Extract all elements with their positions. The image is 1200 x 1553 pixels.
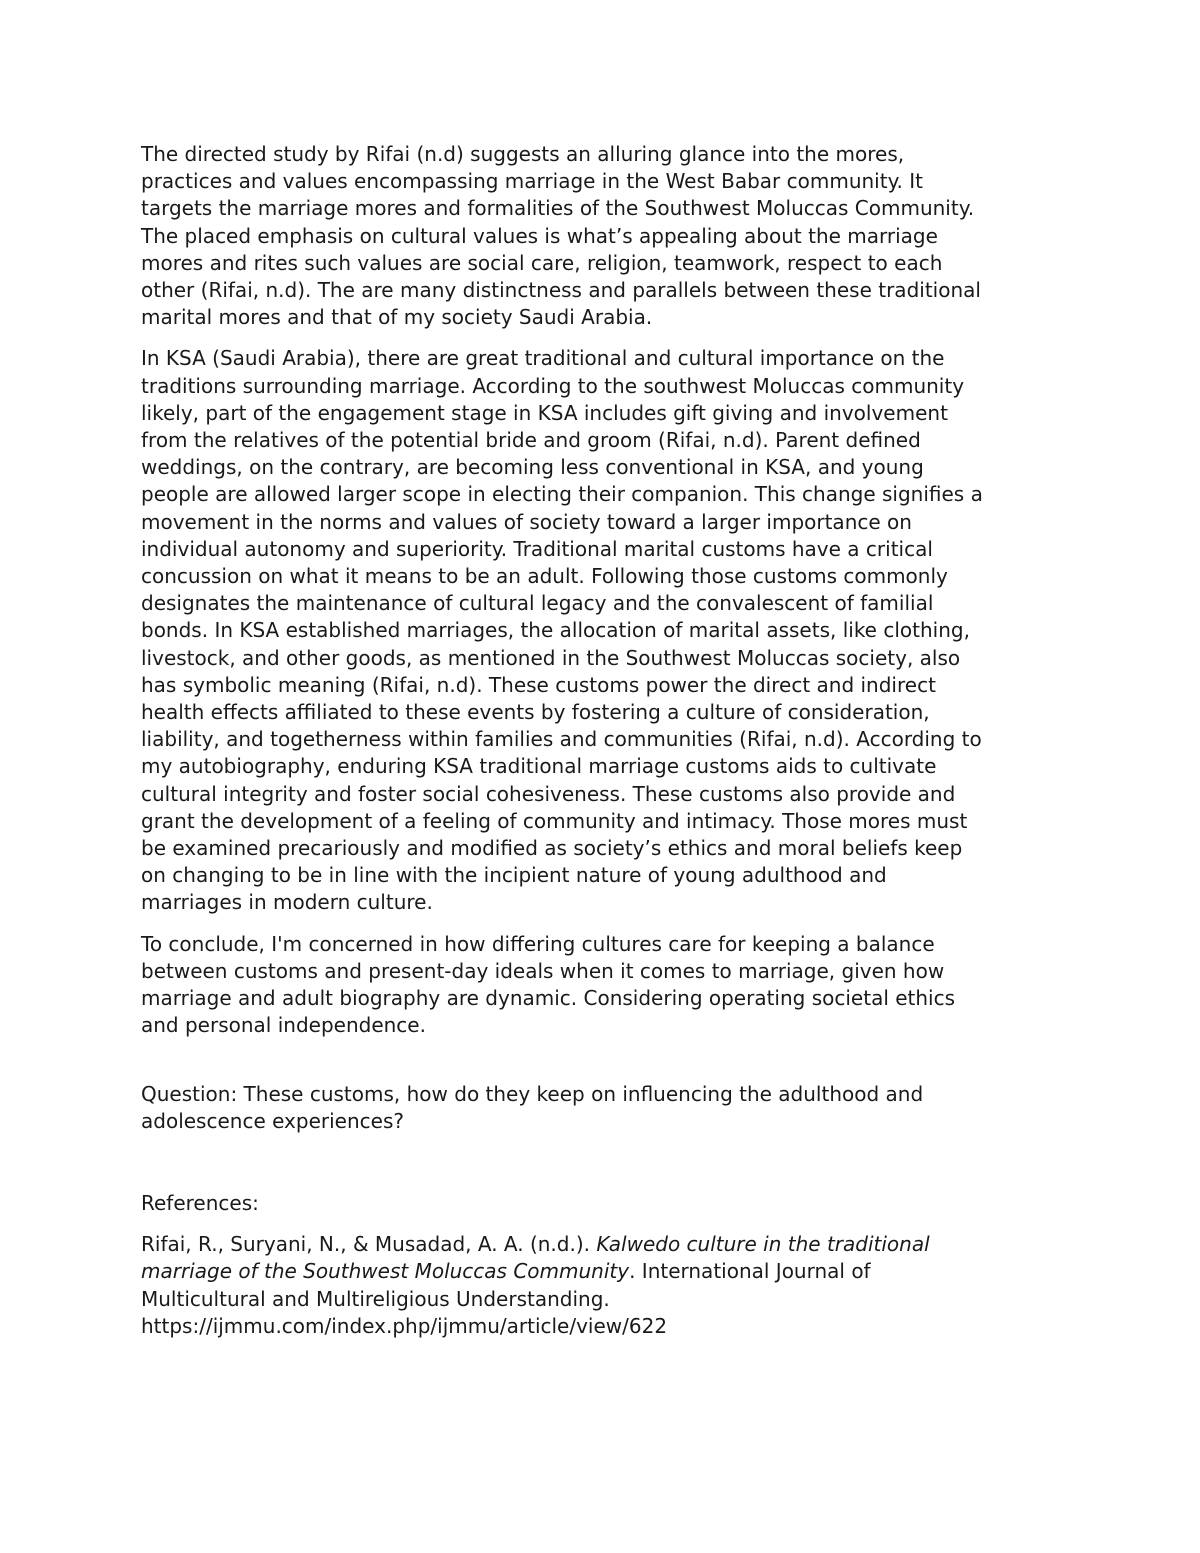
text-line: my autobiography, enduring KSA traditional marriage customs aids to cultivate bbox=[141, 754, 937, 779]
text-line: from the relatives of the potential bride and groom (Rifai, n.d). Parent defined bbox=[141, 428, 921, 453]
text-line: targets the marriage mores and formalities of the Southwest Moluccas Community. bbox=[141, 196, 975, 221]
text-line: marriages in modern culture. bbox=[141, 890, 433, 915]
text-line: The directed study by Rifai (n.d) suggests an alluring glance into the mores, bbox=[141, 142, 905, 166]
reference-authors: Rifai, R., Suryani, N., & Musadad, A. A. (n.d.). bbox=[141, 1232, 597, 1257]
text-line: health effects affiliated to these events by fostering a culture of consideration, bbox=[141, 700, 930, 725]
text-line: Question: These customs, how do they keep on influencing the adulthood and bbox=[141, 1081, 924, 1106]
reference-url[interactable]: https://ijmmu.com/index.php/ijmmu/article/view/622 bbox=[141, 1313, 668, 1338]
text-line bbox=[141, 1231, 1059, 1258]
document-page bbox=[141, 141, 1059, 1354]
text-line: between customs and present-day ideals when it comes to marriage, given how bbox=[141, 958, 945, 983]
text-line: marital mores and that of my society Saudi Arabia. bbox=[141, 305, 653, 330]
reference-entry bbox=[141, 1231, 1059, 1340]
blank-space bbox=[141, 1054, 1059, 1081]
reference-journal: . International Journal of bbox=[629, 1259, 871, 1284]
question-paragraph bbox=[141, 1081, 1059, 1135]
text-line: In KSA (Saudi Arabia), there are great traditional and cultural importance on the bbox=[141, 346, 945, 371]
text-line: mores and rites such values are social care, religion, teamwork, respect to each bbox=[141, 250, 943, 275]
text-line: grant the development of a feeling of community and intimacy. Those mores must bbox=[141, 808, 968, 833]
paragraph-1 bbox=[141, 141, 1059, 331]
text-line: weddings, on the contrary, are becoming less conventional in KSA, and young bbox=[141, 455, 924, 480]
text-line: cultural integrity and foster social cohesiveness. These customs also provide and bbox=[141, 781, 956, 806]
reference-title: Kalwedo culture in the traditional bbox=[596, 1232, 930, 1257]
text-line: adolescence experiences? bbox=[141, 1108, 404, 1133]
paragraph-2 bbox=[141, 345, 1059, 916]
text-line: marriage and adult biography are dynamic. Considering operating societal ethics bbox=[141, 986, 956, 1011]
reference-title: marriage of the Southwest Moluccas Community bbox=[141, 1259, 630, 1284]
text-line: individual autonomy and superiority. Traditional marital customs have a critical bbox=[141, 536, 933, 561]
text-line: people are allowed larger scope in electing their companion. This change signifies a bbox=[141, 482, 983, 507]
blank-space bbox=[141, 1149, 1059, 1190]
text-line: The placed emphasis on cultural values is what’s appealing about the marriage bbox=[141, 223, 938, 248]
text-line: liability, and togetherness within families and communities (Rifai, n.d). According to bbox=[141, 727, 982, 752]
text-line: likely, part of the engagement stage in KSA includes gift giving and involvement bbox=[141, 400, 948, 425]
text-line: movement in the norms and values of society toward a larger importance on bbox=[141, 509, 912, 534]
text-line bbox=[141, 1258, 1059, 1285]
text-line: on changing to be in line with the incipient nature of young adulthood and bbox=[141, 863, 887, 888]
text-line: has symbolic meaning (Rifai, n.d). These customs power the direct and indirect bbox=[141, 672, 936, 697]
text-line: other (Rifai, n.d). The are many distinctness and parallels between these traditional bbox=[141, 278, 981, 303]
text-line: traditions surrounding marriage. According to the southwest Moluccas community bbox=[141, 373, 965, 398]
text-line: and personal independence. bbox=[141, 1013, 426, 1038]
text-line: Multicultural and Multireligious Understanding. bbox=[141, 1286, 610, 1311]
text-line: concussion on what it means to be an adult. Following those customs commonly bbox=[141, 564, 948, 589]
text-line: livestock, and other goods, as mentioned in the Southwest Moluccas society, also bbox=[141, 645, 961, 670]
text-line: designates the maintenance of cultural legacy and the convalescent of familial bbox=[141, 591, 934, 616]
text-line: To conclude, I'm concerned in how differing cultures care for keeping a balance bbox=[141, 931, 935, 956]
text-line: be examined precariously and modified as society’s ethics and moral beliefs keep bbox=[141, 836, 963, 861]
text-line: bonds. In KSA established marriages, the allocation of marital assets, like clothing, bbox=[141, 618, 970, 643]
paragraph-3 bbox=[141, 931, 1059, 1040]
references-heading bbox=[141, 1190, 1059, 1217]
text-line: practices and values encompassing marriage in the West Babar community. It bbox=[141, 169, 924, 194]
heading-text: References: bbox=[141, 1190, 259, 1215]
